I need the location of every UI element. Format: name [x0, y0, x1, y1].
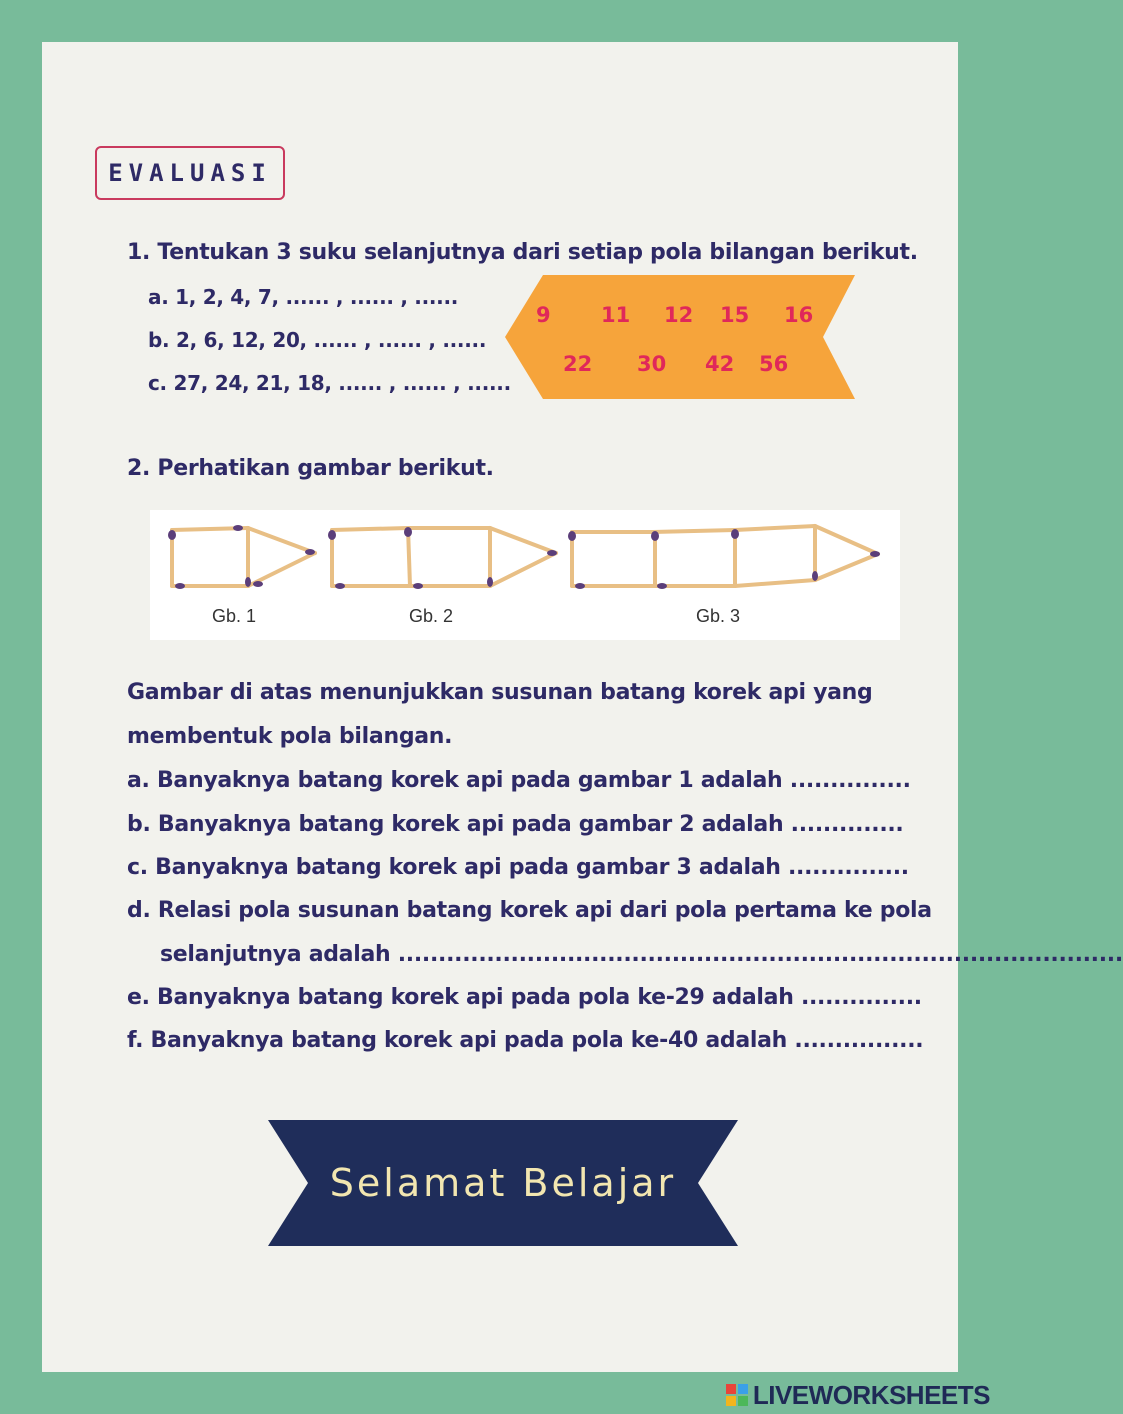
question-2e: e. Banyaknya batang korek api pada pola ke-29 adalah ............... — [127, 985, 922, 1010]
question-2b: b. Banyaknya batang korek api pada gambar 2 adalah .............. — [127, 812, 904, 837]
question-2c: c. Banyaknya batang korek api pada gambar 3 adalah ............... — [127, 855, 909, 880]
question-2d-continued: selanjutnya adalah .......................................................................................... — [160, 942, 1123, 967]
question-2d: d. Relasi pola susunan batang korek api dari pola pertama ke pola — [127, 898, 932, 923]
liveworksheets-logo — [725, 1378, 990, 1412]
option-16[interactable]: 16 — [784, 303, 814, 327]
matchstick-pattern-illustration — [150, 510, 900, 640]
question-1a: a. 1, 2, 4, 7, ...... , ...... , ...... — [148, 285, 459, 309]
option-9[interactable]: 9 — [536, 303, 551, 327]
option-12[interactable]: 12 — [664, 303, 694, 327]
option-56[interactable]: 56 — [759, 352, 789, 376]
liveworksheets-icon — [725, 1383, 749, 1407]
question-2a: a. Banyaknya batang korek api pada gambar 1 adalah ............... — [127, 768, 911, 793]
question-1-prompt: 1. Tentukan 3 suku selanjutnya dari setiap pola bilangan berikut. — [127, 240, 918, 265]
question-2-intro-line-2: membentuk pola bilangan. — [127, 724, 453, 749]
question-2-prompt: 2. Perhatikan gambar berikut. — [127, 456, 494, 481]
option-11[interactable]: 11 — [601, 303, 631, 327]
option-15[interactable]: 15 — [720, 303, 750, 327]
question-1c: c. 27, 24, 21, 18, ...... , ...... , ...... — [148, 371, 511, 395]
closing-message: Selamat Belajar — [329, 1161, 677, 1205]
question-1b: b. 2, 6, 12, 20, ...... , ...... , ...... — [148, 328, 487, 352]
liveworksheets-wordmark: LIVEWORKSHEETS — [752, 1379, 990, 1410]
question-2f: f. Banyaknya batang korek api pada pola ke-40 adalah ................ — [127, 1028, 924, 1053]
option-22[interactable]: 22 — [563, 352, 593, 376]
matchstick-figure — [150, 510, 900, 640]
figure-label-3: Gb. 3 — [696, 606, 741, 626]
figure-label-2: Gb. 2 — [409, 606, 454, 626]
option-42[interactable]: 42 — [705, 352, 735, 376]
figure-label-1: Gb. 1 — [212, 606, 257, 626]
answer-options-banner — [505, 275, 855, 400]
option-30[interactable]: 30 — [637, 352, 667, 376]
evaluasi-heading: EVALUASI — [95, 146, 285, 200]
question-2-intro-line-1: Gambar di atas menunjukkan susunan batang korek api yang — [127, 680, 873, 705]
